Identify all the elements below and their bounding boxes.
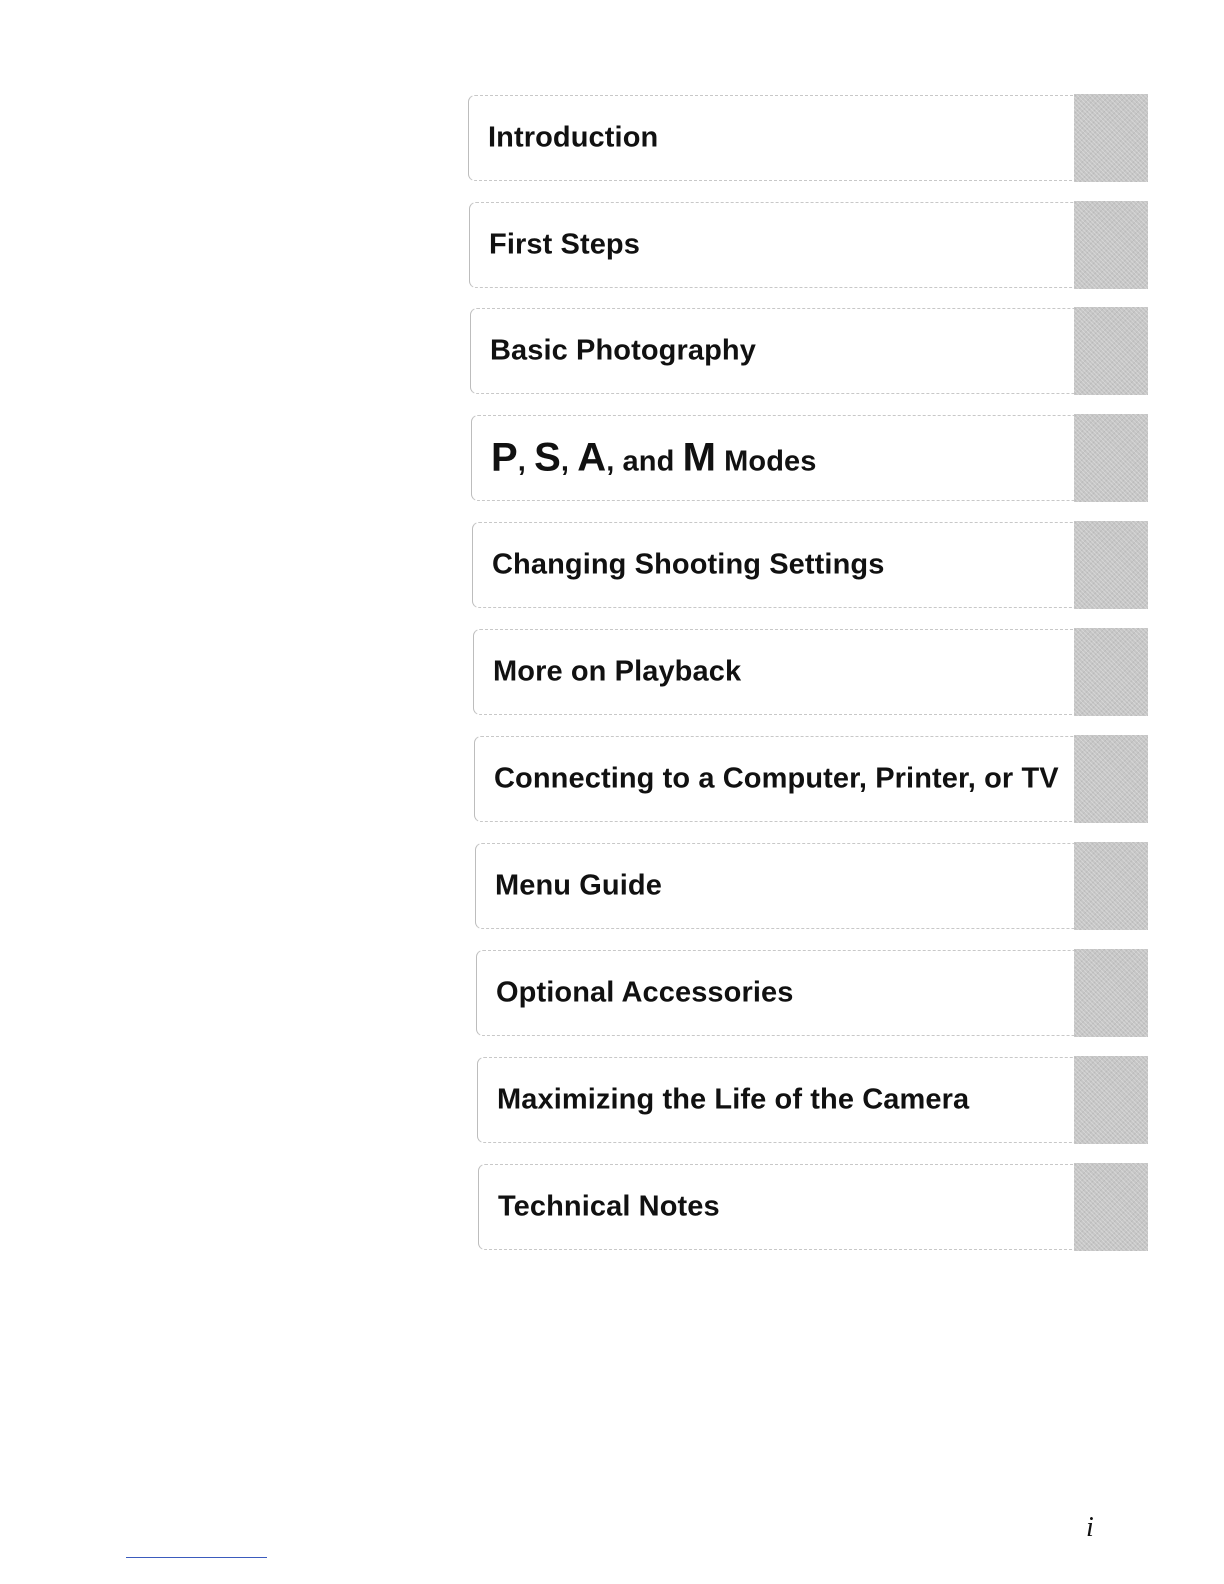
thumb-tab-marker: [1074, 628, 1148, 716]
toc-item-label: Changing Shooting Settings: [492, 548, 885, 581]
thumb-tab-marker: [1074, 201, 1148, 289]
modes-text: Modes: [715, 445, 817, 478]
thumb-tab-marker: [1074, 414, 1148, 502]
thumb-tab-marker: [1074, 1056, 1148, 1144]
thumb-tab-marker: [1074, 949, 1148, 1037]
toc-item-changing-shooting-settings[interactable]: [472, 522, 1148, 608]
toc-item-maximizing-camera-life[interactable]: [477, 1057, 1148, 1143]
toc-item-label: More on Playback: [493, 655, 742, 688]
toc-item-psam-modes[interactable]: [471, 415, 1148, 501]
thumb-tab-marker: [1074, 842, 1148, 930]
thumb-tab-marker: [1074, 1163, 1148, 1251]
toc-item-label: [491, 436, 816, 481]
toc-item-label: Optional Accessories: [496, 976, 794, 1009]
mode-s-letter: S: [534, 435, 561, 480]
toc-item-label: Basic Photography: [490, 334, 756, 367]
toc-item-more-on-playback[interactable]: [473, 629, 1148, 715]
mode-p-letter: P: [491, 435, 518, 480]
thumb-tab-marker: [1074, 94, 1148, 182]
footer-divider: [126, 1557, 267, 1558]
toc-item-optional-accessories[interactable]: [476, 950, 1148, 1036]
separator-text: ,: [517, 445, 535, 478]
page-number: i: [1086, 1512, 1094, 1543]
toc-item-technical-notes[interactable]: [478, 1164, 1148, 1250]
toc-item-connecting[interactable]: [474, 736, 1148, 822]
thumb-tab-marker: [1074, 307, 1148, 395]
thumb-tab-marker: [1074, 521, 1148, 609]
separator-text: , and: [606, 445, 683, 478]
toc-item-first-steps[interactable]: [469, 202, 1148, 288]
toc-item-label: First Steps: [489, 228, 640, 261]
toc-item-label: Introduction: [488, 121, 659, 154]
toc-item-introduction[interactable]: [468, 95, 1148, 181]
toc-item-label: Connecting to a Computer, Printer, or TV: [494, 762, 1059, 795]
toc-item-basic-photography[interactable]: [470, 308, 1148, 394]
mode-a-letter: A: [577, 435, 607, 480]
thumb-tab-marker: [1074, 735, 1148, 823]
separator-text: ,: [560, 445, 578, 478]
mode-m-letter: M: [682, 435, 716, 480]
toc-item-label: Technical Notes: [498, 1190, 720, 1223]
toc-item-label: Menu Guide: [495, 869, 662, 902]
toc-item-label: Maximizing the Life of the Camera: [497, 1083, 970, 1116]
toc-item-menu-guide[interactable]: [475, 843, 1148, 929]
